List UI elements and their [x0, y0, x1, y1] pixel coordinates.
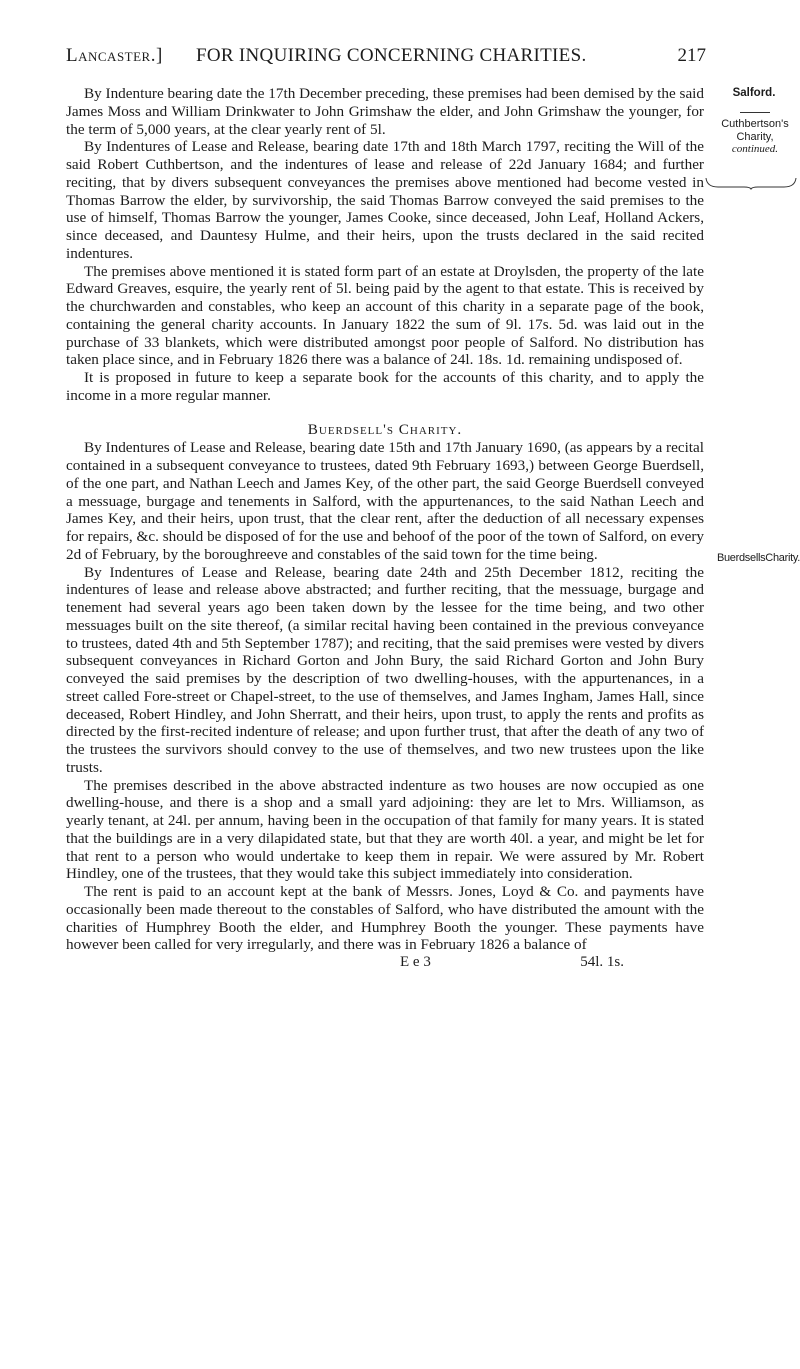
body-text	[66, 85, 704, 972]
paragraph: It is proposed in future to keep a separate book for the accounts of this charity, and to apply the income in a more regular manner.	[66, 369, 704, 404]
signature-mark: E e 3	[400, 954, 431, 970]
margin-divider	[740, 112, 770, 113]
county-label: Lancaster.]	[66, 45, 163, 66]
section-heading: Buerdsell's Charity.	[307, 420, 463, 438]
margin-charity-name: Cuthbertson's	[721, 118, 789, 130]
margin-note-buerdsell: BuerdsellsCharity.	[716, 552, 800, 564]
paragraph: The rent is paid to an account kept at the bank of Messrs. Jones, Loyd & Co. and payments have occasionally been made thereout to the constables of Salford, who have distributed the amount with the charities of Humphrey Booth the elder, and Humphrey Booth the younger. These payments have however been called for very irregularly, and there was in February 1826 a balance of	[66, 883, 704, 954]
page-footer	[66, 954, 704, 972]
margin-note-place: Salford.	[732, 87, 776, 99]
running-header	[66, 45, 706, 69]
margin-continued: continued.	[731, 143, 779, 155]
page-title: FOR INQUIRING CONCERNING CHARITIES.	[196, 45, 587, 66]
margin-note-charity	[716, 118, 794, 156]
paragraph: By Indenture bearing date the 17th December preceding, these premises had been demised by the said James Moss and William Drinkwater to John Grimshaw the elder, and John Grimshaw the younger, for the term of 5,000 years, at the clear yearly rent of 5l.	[66, 85, 704, 138]
margin-brace-icon	[704, 176, 798, 190]
margin-charity-word: Charity,	[736, 130, 774, 143]
paragraph: The premises described in the above abstracted indenture as two houses are now occupied as one dwelling-house, and there is a shop and a small yard adjoining: they are let to Mrs. Williamson, as yearly tenant, at 24l. per annum, having been in the occupation of that family for many years. It is stated that the buildings are in a very dilapidated state, but that they are worth 40l. a year, and might be let for that rent to a person who would undertake to keep them in repair. We were assured by Mr. Robert Hindley, one of the trustees, that they would take this subject immediately into consideration.	[66, 776, 704, 883]
paragraph: By Indentures of Lease and Release, bearing date 24th and 25th December 1812, reciting the indentures of lease and release above abstracted; and further reciting, that the messuage, burgage and tenement had several years ago been taken down by the lessee for the time being, and two other messuages built on the site thereof, (a similar recital having been contained in the previous conveyance to trustees, dated 4th and 5th September 1787); and reciting, that the said premises were vested by divers subsequent conveyances in Richard Gorton and John Bury, the said Richard Gorton and John Bury conveyed the said premises by the description of two dwelling-houses, with the appurtenances, in a street called Fore-street or Chapel-street, to the use of themselves, and James Ingham, James Hall, since deceased, Robert Hindley, and John Sherratt, and their heirs, upon trust, to apply the rents and profits as directed by the first-recited indenture of release; and upon further trust, that after the death of any two of the trustees the survivors should convey to the use of themselves, and two new trustees upon the like trusts.	[66, 563, 704, 776]
catchword: 54l. 1s.	[580, 954, 624, 970]
paragraph: By Indentures of Lease and Release, bearing date 15th and 17th January 1690, (as appears by a recital contained in a subsequent conveyance to trustees, dated 9th February 1693,) between George Buerdsell, of the one part, and Nathan Leech and James Key, of the other part, the said George Buerdsell conveyed a messuage, burgage and tenements in Salford, with the appurtenances, to the said Nathan Leech and James Key, and their heirs, upon trust, that the clear rent, after the deduction of all necessary expenses for repairs, &c. should be disposed of for the use and behoof of the poor of the town of Salford, on every 2d of February, by the boroughreeve and constables of the said town for the time being.	[66, 439, 704, 563]
paragraph: The premises above mentioned it is stated form part of an estate at Droylsden, the property of the late Edward Greaves, esquire, the yearly rent of 5l. being paid by the agent to that estate. This is received by the churchwarden and constables, who keep an account of this charity in a separate page of the book, containing the general charity accounts. In January 1822 the sum of 9l. 17s. 5d. was laid out in the purchase of 33 blankets, which were distributed amongst poor people of Salford. No distribution has taken place since, and in February 1826 there was a balance of 24l. 18s. 1d. remaining undisposed of.	[66, 262, 704, 369]
paragraph: By Indentures of Lease and Release, bearing date 17th and 18th March 1797, reciting the Will of the said Robert Cuthbertson, and the indentures of lease and release of 22d January 1684; and further reciting, that by divers subsequent conveyances the premises above mentioned had become vested in Thomas Barrow the elder, by survivorship, the said Thomas Barrow conveyed the said premises to the use of himself, Thomas Barrow the younger, James Cooke, since deceased, John Leaf, Holland Ackers, since deceased, and Dauntesy Hulme, and their heirs, upon the trusts declared in the said recited indentures.	[66, 138, 704, 262]
page-number: 217	[677, 45, 706, 66]
